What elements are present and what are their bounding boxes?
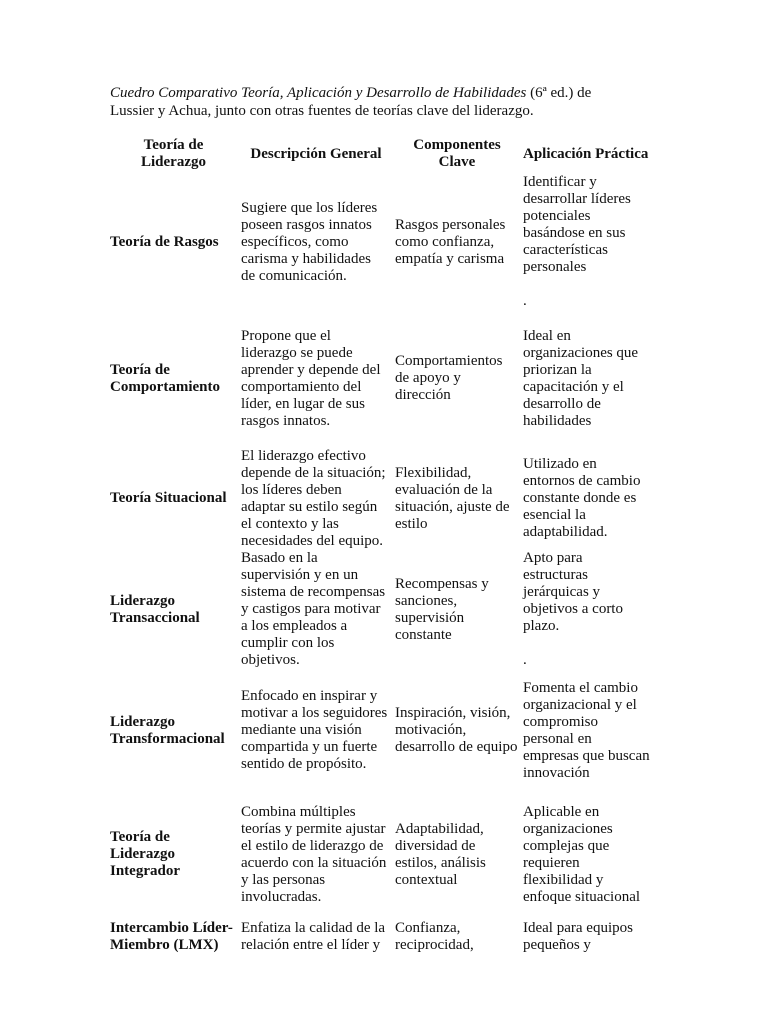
cell-line: teorías y permite ajustar <box>241 820 386 837</box>
cell-line: Comportamiento <box>110 378 220 395</box>
cell-line: evaluación de la <box>395 481 493 498</box>
cell-line: características <box>523 242 608 258</box>
cell-line: compartida y un fuerte <box>241 739 378 755</box>
cell-line: liderazgo se puede <box>241 344 353 361</box>
cell-line: relación entre el líder y <box>241 937 381 953</box>
cell-line: Sugiere que los líderes <box>241 199 378 216</box>
cell-line: Basado en la <box>241 550 318 566</box>
cell-application <box>521 917 661 957</box>
header-line: Clave <box>438 154 476 170</box>
cell-line: empatía y carisma <box>395 250 505 267</box>
cell-line: potenciales <box>523 208 591 224</box>
cell-theory <box>108 174 239 310</box>
cell-line: los líderes deben <box>241 481 342 498</box>
cell-line: Intercambio Líder- <box>110 920 233 936</box>
cell-line: rasgos innatos. <box>241 412 331 429</box>
intro-source: Lussier y Achua, junto con otras fuentes de teorías clave del liderazgo. <box>110 103 534 119</box>
cell-line: Transformacional <box>110 730 225 747</box>
cell-description <box>239 550 393 669</box>
cell-components <box>393 174 521 310</box>
cell-theory <box>108 792 239 917</box>
cell-line: Teoría de Rasgos <box>110 233 219 250</box>
cell-description <box>239 447 393 550</box>
header-line: Aplicación Práctica <box>523 145 649 162</box>
cell-line: supervisión y en un <box>241 567 359 583</box>
cell-line: carisma y habilidades <box>241 250 371 267</box>
cell-line: Confianza, <box>395 920 461 936</box>
table-row <box>108 550 661 669</box>
cell-line: supervisión <box>395 609 465 626</box>
cell-line: empresas que buscan <box>523 747 650 764</box>
cell-line: contextual <box>395 871 458 888</box>
table-row <box>108 792 661 917</box>
table-header-row <box>108 134 661 174</box>
cell-line: estilos, análisis <box>395 854 486 871</box>
cell-line: habilidades <box>523 412 592 429</box>
cell-line: desarrollo de equipo <box>395 739 518 755</box>
cell-line: sentido de propósito. <box>241 756 367 772</box>
cell-line: y las personas <box>241 871 326 888</box>
table-row <box>108 310 661 447</box>
cell-line: innovación <box>523 764 590 781</box>
header-line: Liderazgo <box>141 154 206 170</box>
cell-line: dirección <box>395 387 451 403</box>
cell-line: Enfocado en inspirar y <box>241 688 378 704</box>
cell-line: personales <box>523 259 587 275</box>
cell-description <box>239 669 393 792</box>
cell-line: de comunicación. <box>241 267 347 284</box>
cell-line: Propone que el <box>241 327 331 344</box>
cell-line: Teoría de <box>110 829 170 845</box>
cell-components <box>393 917 521 957</box>
cell-line: Liderazgo <box>110 846 175 862</box>
cell-line: Apto para <box>523 550 583 566</box>
cell-line: Miembro (LMX) <box>110 937 219 953</box>
header-line: Teoría de <box>143 137 204 153</box>
cell-theory <box>108 669 239 792</box>
cell-line: plazo. <box>523 618 560 634</box>
cell-line: motivación, <box>395 722 467 738</box>
cell-line: Enfatiza la calidad de la <box>241 920 386 936</box>
cell-line: el estilo de liderazgo de <box>241 837 384 854</box>
cell-application <box>521 550 661 669</box>
header-components <box>393 134 521 174</box>
cell-line: personal en <box>523 730 592 747</box>
cell-application <box>521 174 661 310</box>
cell-line: desarrollo de <box>523 395 601 412</box>
header-line: Descripción General <box>250 145 382 162</box>
table-body <box>108 174 661 957</box>
cell-line: Aplicable en <box>523 803 600 820</box>
cell-description <box>239 174 393 310</box>
cell-line: requieren <box>523 854 580 871</box>
cell-line: compromiso <box>523 713 598 730</box>
cell-line: como confianza, <box>395 233 495 250</box>
cell-line: constante <box>395 626 452 643</box>
cell-line: organizaciones <box>523 820 613 837</box>
intro-edition: (6ª ed.) de <box>526 85 592 101</box>
cell-theory <box>108 550 239 669</box>
cell-line: aprender y depende del <box>241 361 381 378</box>
cell-line: sistema de recompensas <box>241 584 386 600</box>
cell-description <box>239 792 393 917</box>
cell-line: involucradas. <box>241 888 322 905</box>
cell-line: Integrador <box>110 863 180 879</box>
cell-line: y castigos para motivar <box>241 601 381 617</box>
cell-line: . <box>523 652 527 668</box>
table-row <box>108 447 661 550</box>
cell-line: de apoyo y <box>395 370 461 386</box>
header-application <box>521 134 661 174</box>
cell-line: comportamiento del <box>241 378 362 395</box>
cell-line: Utilizado en <box>523 456 597 472</box>
cell-line: priorizan la <box>523 361 592 378</box>
cell-line: esencial la <box>523 507 586 523</box>
cell-line: constante donde es <box>523 490 637 506</box>
cell-line: acuerdo con la situación <box>241 854 387 871</box>
table-row <box>108 917 661 957</box>
cell-description <box>239 310 393 447</box>
cell-theory <box>108 310 239 447</box>
cell-line: estilo <box>395 515 428 532</box>
cell-line: depende de la situación; <box>241 464 386 481</box>
cell-line: jerárquicas y <box>523 584 601 600</box>
cell-line: cumplir con los <box>241 635 335 651</box>
cell-line: específicos, como <box>241 233 349 250</box>
cell-line: Comportamientos <box>395 353 503 369</box>
document-title: Cuedro Comparativo Teoría, Aplicación y Desarrollo de Habilidades <box>110 85 527 101</box>
comparison-table <box>108 134 661 957</box>
intro-paragraph <box>110 84 670 120</box>
cell-line: Identificar y <box>523 174 597 190</box>
cell-line: motivar a los seguidores <box>241 705 388 721</box>
cell-line: organizacional y el <box>523 696 637 713</box>
cell-line: Teoría Situacional <box>110 490 227 506</box>
cell-line: Ideal en <box>523 327 571 344</box>
cell-line <box>523 276 659 293</box>
cell-line: desarrollar líderes <box>523 191 631 207</box>
cell-components <box>393 447 521 550</box>
cell-line: Inspiración, visión, <box>395 705 511 721</box>
cell-description <box>239 917 393 957</box>
cell-components <box>393 310 521 447</box>
cell-application <box>521 669 661 792</box>
cell-theory <box>108 447 239 550</box>
cell-line: El liderazgo efectivo <box>241 447 366 464</box>
cell-line: Combina múltiples <box>241 803 356 820</box>
cell-line: reciprocidad, <box>395 937 474 953</box>
cell-line: situación, ajuste de <box>395 498 510 515</box>
cell-line: diversidad de <box>395 837 476 854</box>
cell-line: a los empleados a <box>241 618 348 634</box>
cell-application <box>521 792 661 917</box>
table-row <box>108 174 661 310</box>
cell-line: líder, en lugar de sus <box>241 395 365 412</box>
cell-line: objetivos. <box>241 652 300 668</box>
header-line: Componentes <box>413 137 501 153</box>
cell-line: enfoque situacional <box>523 888 641 905</box>
cell-line: adaptar su estilo según <box>241 498 378 515</box>
cell-line <box>523 635 659 652</box>
cell-line: necesidades del equipo. <box>241 532 384 549</box>
cell-application <box>521 310 661 447</box>
cell-components <box>393 669 521 792</box>
cell-line: estructuras <box>523 567 588 583</box>
cell-theory <box>108 917 239 957</box>
cell-line: Adaptabilidad, <box>395 820 484 837</box>
cell-line: poseen rasgos innatos <box>241 216 372 233</box>
cell-components <box>393 792 521 917</box>
cell-line: objetivos a corto <box>523 601 623 617</box>
cell-line: Transaccional <box>110 609 200 626</box>
cell-line: pequeños y <box>523 937 591 953</box>
cell-line: complejas que <box>523 837 610 854</box>
cell-application <box>521 447 661 550</box>
cell-line: sanciones, <box>395 592 458 609</box>
cell-line: organizaciones que <box>523 344 639 361</box>
cell-line: basándose en sus <box>523 225 626 241</box>
cell-line: Liderazgo <box>110 713 175 730</box>
cell-line: Flexibilidad, <box>395 464 472 481</box>
cell-line: el contexto y las <box>241 515 339 532</box>
cell-line: Recompensas y <box>395 575 489 592</box>
cell-line: mediante una visión <box>241 722 362 738</box>
header-theory <box>108 134 239 174</box>
cell-line: Teoría de <box>110 361 170 378</box>
cell-line: adaptabilidad. <box>523 524 608 540</box>
cell-line: capacitación y el <box>523 378 624 395</box>
cell-line: entornos de cambio <box>523 473 641 489</box>
cell-line: . <box>523 293 527 309</box>
header-description <box>239 134 393 174</box>
cell-line: Rasgos personales <box>395 216 506 233</box>
cell-line: Ideal para equipos <box>523 920 633 936</box>
table-row <box>108 669 661 792</box>
cell-components <box>393 550 521 669</box>
cell-line: flexibilidad y <box>523 871 604 888</box>
cell-line: Liderazgo <box>110 592 175 609</box>
cell-line: Fomenta el cambio <box>523 679 638 696</box>
